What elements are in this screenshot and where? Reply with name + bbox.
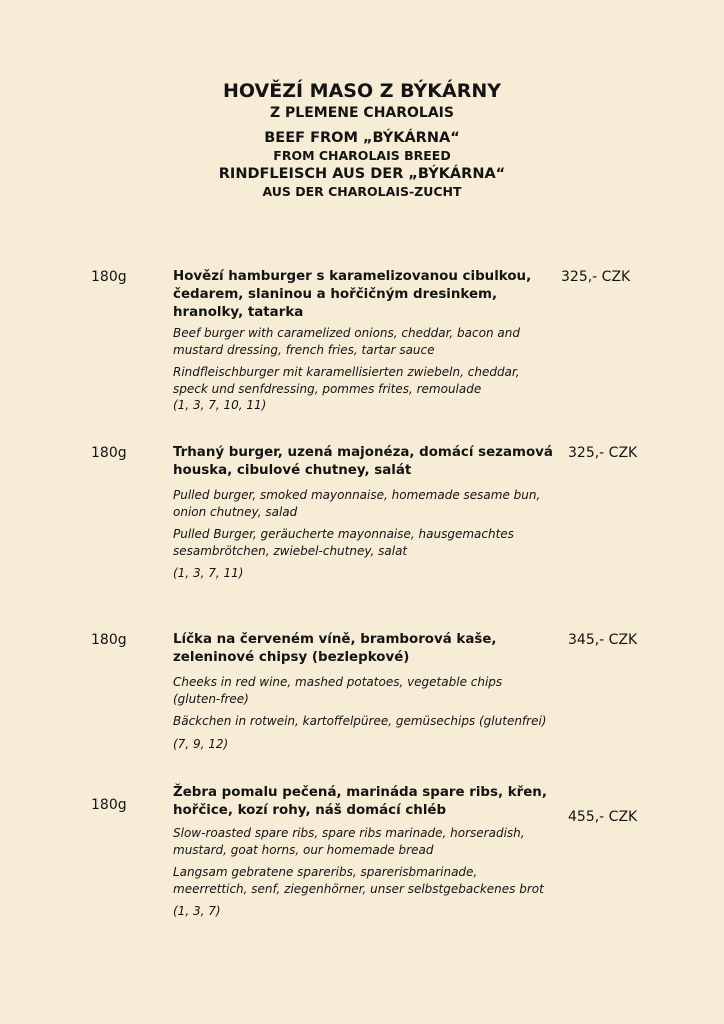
item-allergens: (1, 3, 7, 10, 11) xyxy=(173,398,267,412)
item-name: Žebra pomalu pečená, marináda spare ribs, křen, hořčice, kozí rohy, náš domácí chléb xyxy=(173,785,547,818)
section-subtitle: Z PLEMENE CHAROLAIS xyxy=(270,105,454,121)
item-content xyxy=(173,268,553,414)
item-description-german: Rindfleischburger mit karamellisierten zwiebeln, cheddar, speck und senfdressing, pommes frites, remoulade xyxy=(173,365,520,396)
section-title: HOVĚZÍ MASO Z BÝKÁRNY xyxy=(222,80,502,102)
item-allergens: (1, 3, 7) xyxy=(173,904,221,918)
section-title-german: RINDFLEISCH AUS DER „BÝKÁRNA“ xyxy=(218,166,506,182)
section-title-english: BEEF FROM „BÝKÁRNA“ xyxy=(264,130,460,146)
item-name: Trhaný burger, uzená majonéza, domácí sezamová houska, cibulové chutney, salát xyxy=(173,445,553,478)
item-price: 325,- CZK xyxy=(568,445,638,461)
section-subtitle-german: AUS DER CHAROLAIS-ZUCHT xyxy=(262,184,462,199)
item-content xyxy=(173,444,553,582)
item-description-english: Cheeks in red wine, mashed potatoes, vegetable chips (gluten-free) xyxy=(173,675,503,706)
item-weight: 180g xyxy=(91,632,127,648)
item-price: 455,- CZK xyxy=(568,809,638,825)
item-weight: 180g xyxy=(91,269,127,285)
item-description-english: Pulled burger, smoked mayonnaise, homemade sesame bun, onion chutney, salad xyxy=(173,488,541,519)
item-description-german: Bäckchen in rotwein, kartoffelpüree, gemüsechips (glutenfrei) xyxy=(173,714,547,728)
menu-header xyxy=(0,78,724,200)
item-weight: 180g xyxy=(91,797,127,813)
item-description-german: Langsam gebratene spareribs, sparerisbmarinade, meerrettich, senf, ziegenhörner, unser selbstgebackenes brot xyxy=(173,865,544,896)
item-name: Hovězí hamburger s karamelizovanou cibulkou, čedarem, slaninou a hořčičným dresinkem, hranolky, tatarka xyxy=(173,269,532,320)
item-price: 345,- CZK xyxy=(568,632,638,648)
item-content xyxy=(173,784,553,920)
item-description-english: Beef burger with caramelized onions, cheddar, bacon and mustard dressing, french fries, tartar sauce xyxy=(173,326,520,357)
section-subtitle-english: FROM CHAROLAIS BREED xyxy=(273,148,451,163)
item-weight: 180g xyxy=(91,445,127,461)
item-description-german: Pulled Burger, geräucherte mayonnaise, hausgemachtes sesambrötchen, zwiebel-chutney, salat xyxy=(173,527,514,558)
item-allergens: (7, 9, 12) xyxy=(173,736,229,751)
item-price: 325,- CZK xyxy=(561,269,631,285)
item-allergens: (1, 3, 7, 11) xyxy=(173,566,244,580)
item-description-english: Slow-roasted spare ribs, spare ribs marinade, horseradish, mustard, goat horns, our homemade bread xyxy=(173,826,525,857)
item-name: Líčka na červeném víně, bramborová kaše, zeleninové chipsy (bezlepkové) xyxy=(173,632,497,665)
item-content xyxy=(173,631,553,752)
